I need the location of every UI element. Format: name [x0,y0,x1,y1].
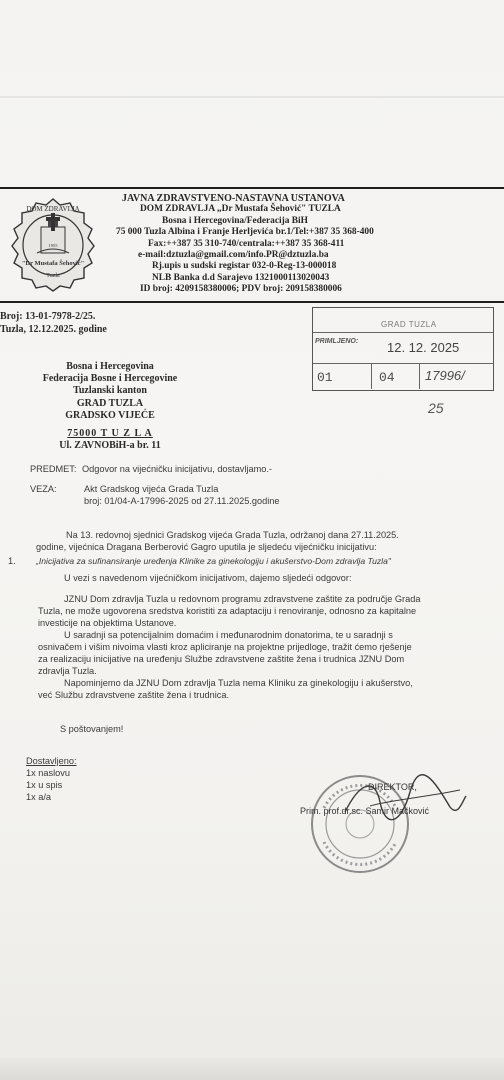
stamp-divider [313,332,493,333]
initiative-text: „Inicijativa za sufinansiranje uređenja Klinike za ginekologiju i akušerstvo-Dom zdravlja Tuzla" [36,556,391,566]
handwritten-signature [340,772,470,832]
signatory-title: DIREKTOR, [368,782,417,792]
letterhead-line: Bosna i Hercegovina/Federacija BiH [162,215,308,226]
paragraph-line: zdravlja Tuzla. [38,666,97,676]
letterhead-line: 75 000 Tuzla Albina i Franje Herljevića br.1/Tel:+387 35 368-400 [116,227,374,238]
stamp-handwritten-suffix: 25 [428,400,444,416]
institution-logo [8,195,98,293]
paper-fold [0,96,504,98]
letterhead-line: Fax:++387 35 310-740/centrala:++387 35 368-411 [148,238,345,249]
letterhead-line: JAVNA ZDRAVSTVENO-NASTAVNA USTANOVA [122,193,345,204]
stamp-cell-divider [371,363,372,389]
paragraph-line: Napominjemo da JZNU Dom zdravlja Tuzla nema Kliniku za ginekologiju i akušerstvo, [64,678,413,688]
recipient-line: GRAD TUZLA [76,397,144,409]
logo-year: 1955 [48,243,58,248]
closing-greeting: S poštovanjem! [60,724,124,734]
letterhead-top-rule [0,187,504,189]
paragraph-line: Na 13. redovnoj sjednici Gradskog vijeća Grada Tuzla, održanoj dana 27.11.2025. [66,530,399,540]
reference-place-date: Tuzla, 12.12.2025. godine [0,324,107,335]
recipient-line: Federacija Bosne i Hercegovine [42,373,178,385]
stamp-code: 04 [379,370,395,385]
reference-block [0,310,107,336]
reference-label: VEZA: [30,484,57,494]
recipient-line: GRADSKO VIJEĆE [65,409,155,421]
delivered-item: 1x naslovu [26,768,70,778]
paragraph-line: investicije na objektima Ustanove. [38,618,177,628]
recipient-postal: 75000 T U Z L A [67,428,153,440]
paragraph-line: za realizaciju inicijative na uređenju Službe zdravstvene zaštite žena i trudnica JZNU Dom [38,654,405,664]
letterhead-text [110,193,502,296]
reference-number: Broj: 13-01-7978-2/25. [0,311,96,322]
paragraph-line: Tuzla, ne može ugovorena sredstva koristiti za adaptaciju i renoviranje, odnosno za kapitalne [38,606,417,616]
subject-text: Odgovor na vijećničku inicijativu, dostavljamo.- [82,464,272,474]
logo-center-text: "Dr Mustafa Šehović" [21,260,85,267]
reference-line: broj: 01/04-A-17996-2025 od 27.11.2025.godine [84,496,280,506]
logo-top-text: DOM ZDRAVLJA [26,205,80,213]
letterhead-line: e-mail:dztuzla@gmail.com/info.PR@dztuzla.ba [138,250,329,261]
paragraph-line: U saradnji sa potencijalnim domaćim i međunarodnim donatorima, te u saradnji s [64,630,393,640]
subject-label: PREDMET: [30,464,77,474]
paragraph-line: već Službu zdravstvene zaštite žena i trudnica. [38,690,229,700]
paragraph-line: osnivačem i višim nivoima vlasti kroz apliciranje na projektne prijedloge, tražit ćemo rješenje [38,642,412,652]
recipient-line: Bosna i Hercegovina [66,361,154,372]
reference-line: Akt Gradskog vijeća Grada Tuzla [84,484,219,494]
signature-block [300,768,504,878]
delivered-label: Dostavljeno: [26,756,77,766]
letterhead-line: ID broj: 4209158380006; PDV broj: 209158380006 [140,284,342,295]
stamp-divider [313,363,493,364]
stamp-cell-divider [419,363,420,389]
paragraph-line: JZNU Dom zdravlja Tuzla u redovnom programu zdravstvene zaštite za područje Grada [64,594,421,604]
delivered-item: 1x u spis [26,780,63,790]
letterhead-line: DOM ZDRAVLJA „Dr Mustafa Šehović" TUZLA [140,204,341,215]
stamp-title: GRAD TUZLA [381,320,437,329]
stamp-code: 17996/ [425,368,465,383]
stamp-label: PRIMLJENO: [315,338,359,345]
signatory-name: Prim. prof.dr.sc. Samir Mačković [300,806,430,816]
logo-bottom-text: Tuzla [46,273,60,279]
paragraph-line: U vezi s navedenom vijećničkom inicijativom, dajemo sljedeći odgovor: [64,573,352,583]
recipient-street: Ul. ZAVNOBiH-a br. 11 [59,440,161,452]
stamp-code: 01 [317,370,333,385]
letterhead-line: NLB Banka d.d Sarajevo 1321000113020043 [152,272,330,283]
receipt-stamp [312,307,494,391]
delivered-item: 1x a/a [26,792,52,802]
paper-edge [0,1058,504,1080]
recipient-address [0,361,220,452]
letterhead-bottom-rule [0,301,504,303]
letterhead-line: Rj.upis u sudski registar 032-0-Reg-13-000018 [152,261,337,272]
recipient-line: Tuzlanski kanton [73,385,147,397]
stamp-date: 12. 12. 2025 [387,340,460,355]
initiative-number: 1. [8,556,16,566]
letterhead [0,187,504,305]
paragraph-line: godine, vijećnica Dragana Berberović Gagro uputila je sljedeću vijećničku inicijativu: [36,542,377,552]
